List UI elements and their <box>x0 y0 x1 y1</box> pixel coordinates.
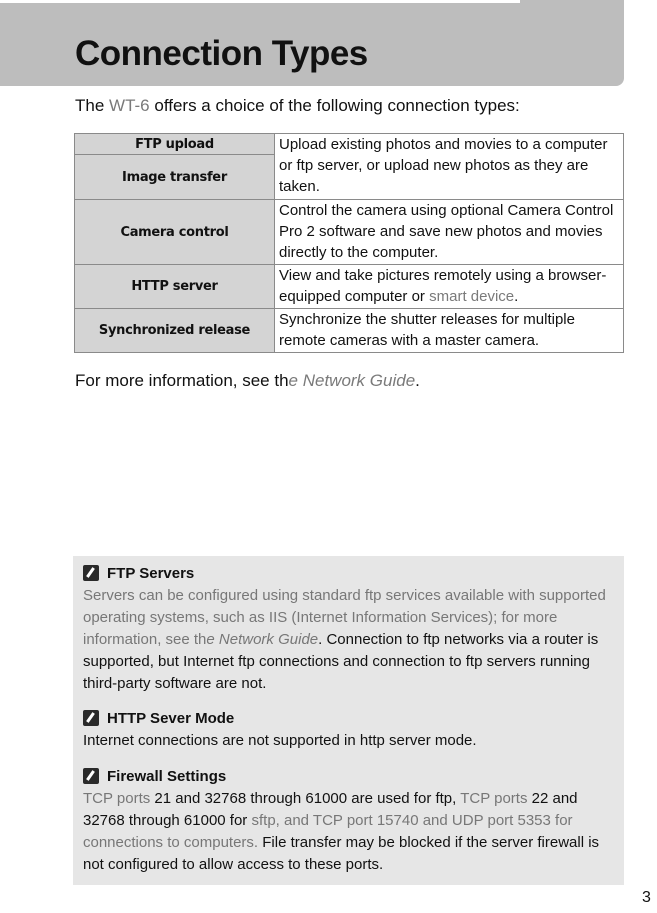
more-info-text <box>75 371 420 391</box>
table-row <box>75 265 624 309</box>
note-heading <box>83 563 618 583</box>
type-cell: Camera control <box>75 200 275 265</box>
desc-cell <box>275 265 624 309</box>
pencil-note-icon <box>83 768 99 784</box>
network-guide-link[interactable]: e Network Guide <box>206 631 319 648</box>
note-dark-text: 22 and 32768 through 61000 for <box>83 790 578 829</box>
note-dark-text: File transfer may be blocked if the server firewall is not configured to allow access to these ports. <box>83 834 600 873</box>
note-gray-text: TCP ports <box>460 790 528 807</box>
http-desc-suffix: . <box>514 288 519 305</box>
note-gray-text: sftp, and TCP port 15740 and UDP port 5353 for connections to computers. <box>83 812 573 851</box>
note-ftp-servers <box>83 563 618 695</box>
type-cell: HTTP server <box>75 265 275 309</box>
pencil-note-icon <box>83 565 99 581</box>
intro-suffix: offers a choice of the following connection types: <box>149 96 520 115</box>
note-firewall-settings <box>83 766 618 876</box>
page-number: 3 <box>642 889 651 906</box>
note-body <box>83 788 618 876</box>
title-topline <box>0 0 520 3</box>
desc-cell: Synchronize the shutter releases for multiple remote cameras with a master camera. <box>275 309 624 353</box>
table-row <box>75 200 624 265</box>
note-heading <box>83 708 618 728</box>
type-cell: Synchronized release <box>75 309 275 353</box>
http-desc-prefix: View and take pictures remotely using a browser-equipped computer or <box>279 267 607 305</box>
note-http-server-mode <box>83 708 618 752</box>
notes-box <box>73 556 624 885</box>
note-heading-text: HTTP Sever Mode <box>107 709 235 727</box>
note-dark-text: 21 and 32768 through 61000 are used for ftp, <box>150 790 461 807</box>
table-row <box>75 134 624 155</box>
type-cell: Image transfer <box>75 155 275 200</box>
desc-cell: Control the camera using optional Camera Control Pro 2 software and save new photos and movies directly to the computer. <box>275 200 624 265</box>
table-row <box>75 309 624 353</box>
note-gray-text: Servers can be configured using standard ftp services available with supported operating systems, such as IIS (Internet Information Services); for more information, see th <box>83 587 606 648</box>
pencil-note-icon <box>83 710 99 726</box>
note-heading-text: Firewall Settings <box>107 767 227 785</box>
device-name: WT-6 <box>109 96 150 115</box>
note-body: Internet connections are not supported in http server mode. <box>83 732 477 749</box>
desc-cell: Upload existing photos and movies to a computer or ftp server, or upload new photos as they are taken. <box>275 134 624 200</box>
smart-device-link[interactable]: smart device <box>429 288 515 305</box>
page-title: Connection Types <box>75 34 368 73</box>
intro-text <box>75 96 520 116</box>
note-heading-text: FTP Servers <box>107 564 195 582</box>
type-cell: FTP upload <box>75 134 275 155</box>
note-dark-text: . Connection to ftp networks via a router is supported, but Internet ftp connections and connection to ftp servers running third-party software are not. <box>83 631 599 692</box>
more-info-suffix: . <box>415 371 420 390</box>
intro-prefix: The <box>75 96 110 115</box>
connection-types-table <box>74 133 624 353</box>
note-heading <box>83 766 618 786</box>
note-body <box>83 585 618 695</box>
more-info-prefix: For more information, see th <box>75 371 289 390</box>
note-gray-text: TCP ports <box>83 790 151 807</box>
network-guide-link[interactable]: e Network Guide <box>288 371 416 390</box>
